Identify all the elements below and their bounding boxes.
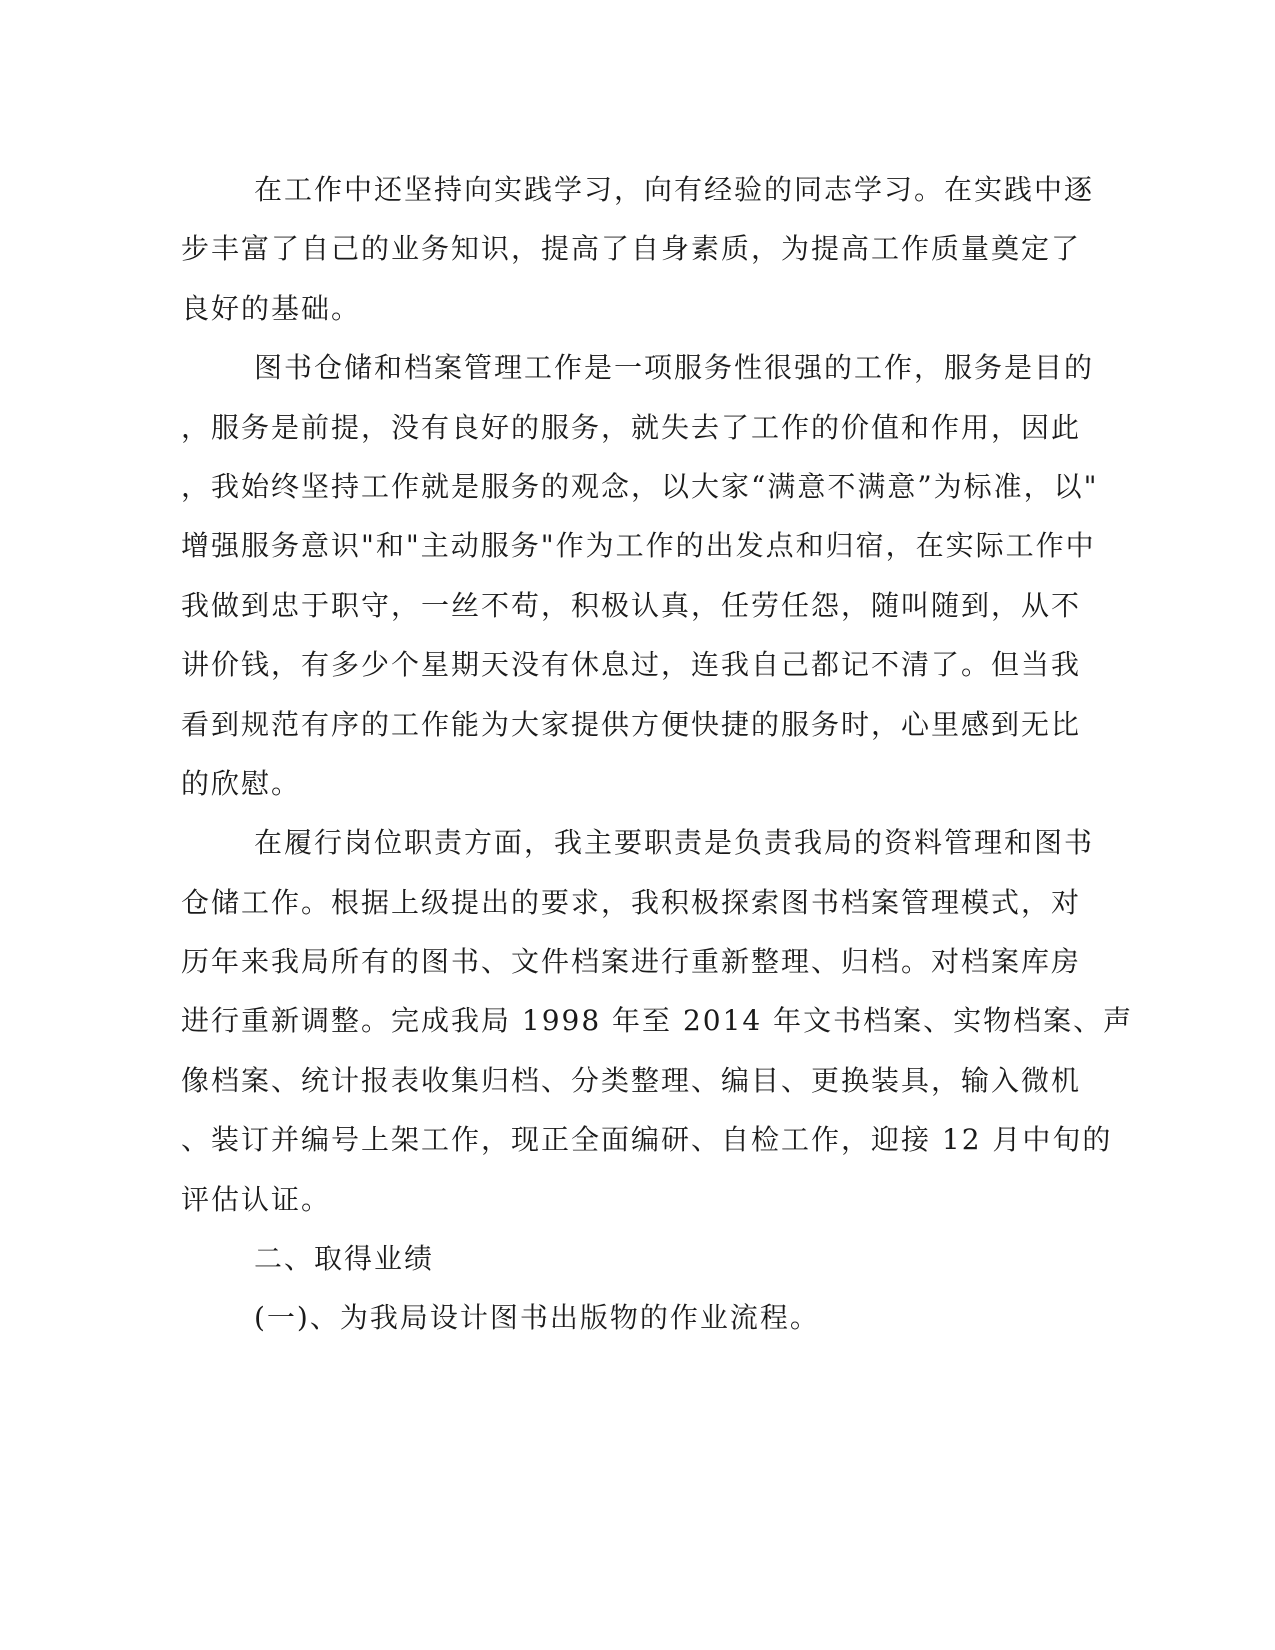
subsection-heading: (一)、为我局设计图书出版物的作业流程。 — [254, 1301, 820, 1335]
text-line: ，服务是前提，没有良好的服务，就失去了工作的价值和作用，因此 — [181, 410, 1082, 444]
text-line: 讲价钱，有多少个星期天没有休息过，连我自己都记不清了。但当我 — [181, 648, 1082, 682]
text-line: ，我始终坚持工作就是服务的观念，以大家“满意不满意”为标准，以" — [181, 469, 1099, 503]
text-line: 我做到忠于职守，一丝不苟，积极认真，任劳任怨，随叫随到，从不 — [181, 588, 1082, 622]
text-line: 仓储工作。根据上级提出的要求，我积极探索图书档案管理模式，对 — [181, 885, 1082, 919]
paragraph-practice-learning — [181, 160, 1095, 338]
text-line: 图书仓储和档案管理工作是一项服务性很强的工作，服务是目的 — [254, 351, 1095, 385]
section-heading: 二、取得业绩 — [254, 1242, 435, 1276]
paragraph-duties — [181, 813, 1134, 1229]
section-heading-achievements — [181, 1229, 1031, 1288]
paragraph-service-work — [181, 338, 1099, 813]
text-line: 的欣慰。 — [181, 766, 302, 800]
text-line: 看到规范有序的工作能为大家提供方便快捷的服务时，心里感到无比 — [181, 707, 1082, 741]
text-line: 、装订并编号上架工作，现正全面编研、自检工作，迎接 12 月中旬的 — [181, 1123, 1113, 1157]
subsection-item-one — [181, 1288, 1031, 1347]
text-line: 增强服务意识"和"主动服务"作为工作的出发点和归宿，在实际工作中 — [181, 529, 1096, 563]
text-line: 在履行岗位职责方面，我主要职责是负责我局的资料管理和图书 — [254, 826, 1095, 860]
text-line: 良好的基础。 — [181, 291, 362, 325]
text-line: 像档案、统计报表收集归档、分类整理、编目、更换装具，输入微机 — [181, 1063, 1082, 1097]
text-line: 评估认证。 — [181, 1182, 332, 1216]
text-line: 历年来我局所有的图书、文件档案进行重新整理、归档。对档案库房 — [181, 945, 1082, 979]
text-line: 在工作中还坚持向实践学习，向有经验的同志学习。在实践中逐 — [254, 173, 1095, 206]
text-line: 进行重新调整。完成我局 1998 年至 2014 年文书档案、实物档案、声 — [181, 1004, 1134, 1038]
text-line: 步丰富了自己的业务知识，提高了自身素质，为提高工作质量奠定了 — [181, 232, 1082, 266]
document-page — [181, 160, 1134, 1348]
